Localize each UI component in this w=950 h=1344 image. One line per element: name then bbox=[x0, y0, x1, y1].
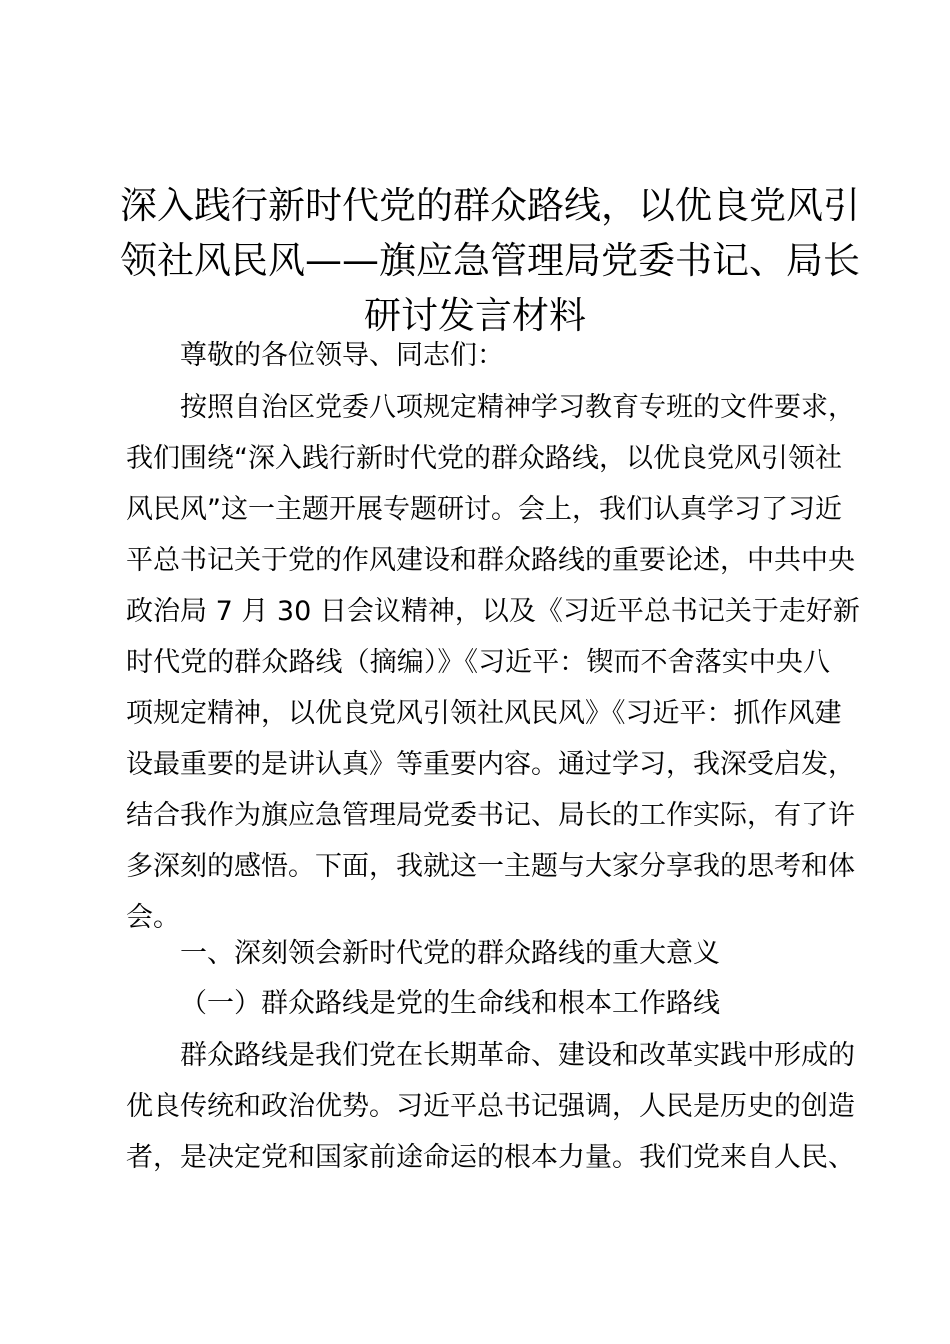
paragraph-line: 设最重要的是讲认真》等重要内容。通过学习，我深受启发， bbox=[126, 749, 855, 780]
paragraph-line: 结合我作为旗应急管理局党委书记、局长的工作实际，有了许 bbox=[126, 800, 855, 831]
paragraph-line: 项规定精神，以优良党风引领社风民风》《习近平：抓作风建 bbox=[126, 698, 842, 729]
paragraph-line: 平总书记关于党的作风建设和群众路线的重要论述，中共中央 bbox=[126, 545, 855, 576]
paragraph-line: 会。 bbox=[126, 902, 180, 933]
title-line: 领社风民风——旗应急管理局党委书记、局长 bbox=[120, 239, 860, 282]
paragraph-line: 群众路线是我们党在长期革命、建设和改革实践中形成的 bbox=[180, 1040, 855, 1071]
title-line: 深入践行新时代党的群众路线，以优良党风引 bbox=[120, 184, 860, 227]
greeting-text: 尊敬的各位领导、同志们： bbox=[180, 340, 504, 371]
section-subheading bbox=[126, 978, 830, 1029]
paragraph-line: 多深刻的感悟。下面，我就这一主题与大家分享我的思考和体 bbox=[126, 851, 855, 882]
paragraph-line: 我们围绕“深入践行新时代党的群众路线，以优良党风引领社 bbox=[126, 443, 842, 474]
heading-text: 一、深刻领会新时代党的群众路线的重大意义 bbox=[180, 938, 720, 969]
greeting bbox=[126, 330, 830, 381]
paragraph-line: 优良传统和政治优势。习近平总书记强调，人民是历史的创造 bbox=[126, 1091, 855, 1122]
paragraph-line: 者，是决定党和国家前途命运的根本力量。我们党来自人民、 bbox=[126, 1142, 855, 1173]
paragraph-line: 政治局 7 月 30 日会议精神，以及《习近平总书记关于走好新 bbox=[126, 596, 860, 627]
paragraph-intro bbox=[126, 382, 860, 943]
section-heading bbox=[126, 928, 830, 979]
paragraph-mass-line bbox=[126, 1030, 855, 1183]
paragraph-line: 时代党的群众路线（摘编）》《习近平：锲而不舍落实中央八 bbox=[126, 647, 830, 678]
subheading-text: （一）群众路线是党的生命线和根本工作路线 bbox=[180, 988, 720, 1019]
title-line: 研讨发言材料 bbox=[364, 294, 586, 337]
document-title bbox=[120, 178, 860, 343]
paragraph-line: 风民风”这一主题开展专题研讨。会上，我们认真学习了习近 bbox=[126, 494, 842, 525]
paragraph-line: 按照自治区党委八项规定精神学习教育专班的文件要求， bbox=[180, 392, 855, 423]
